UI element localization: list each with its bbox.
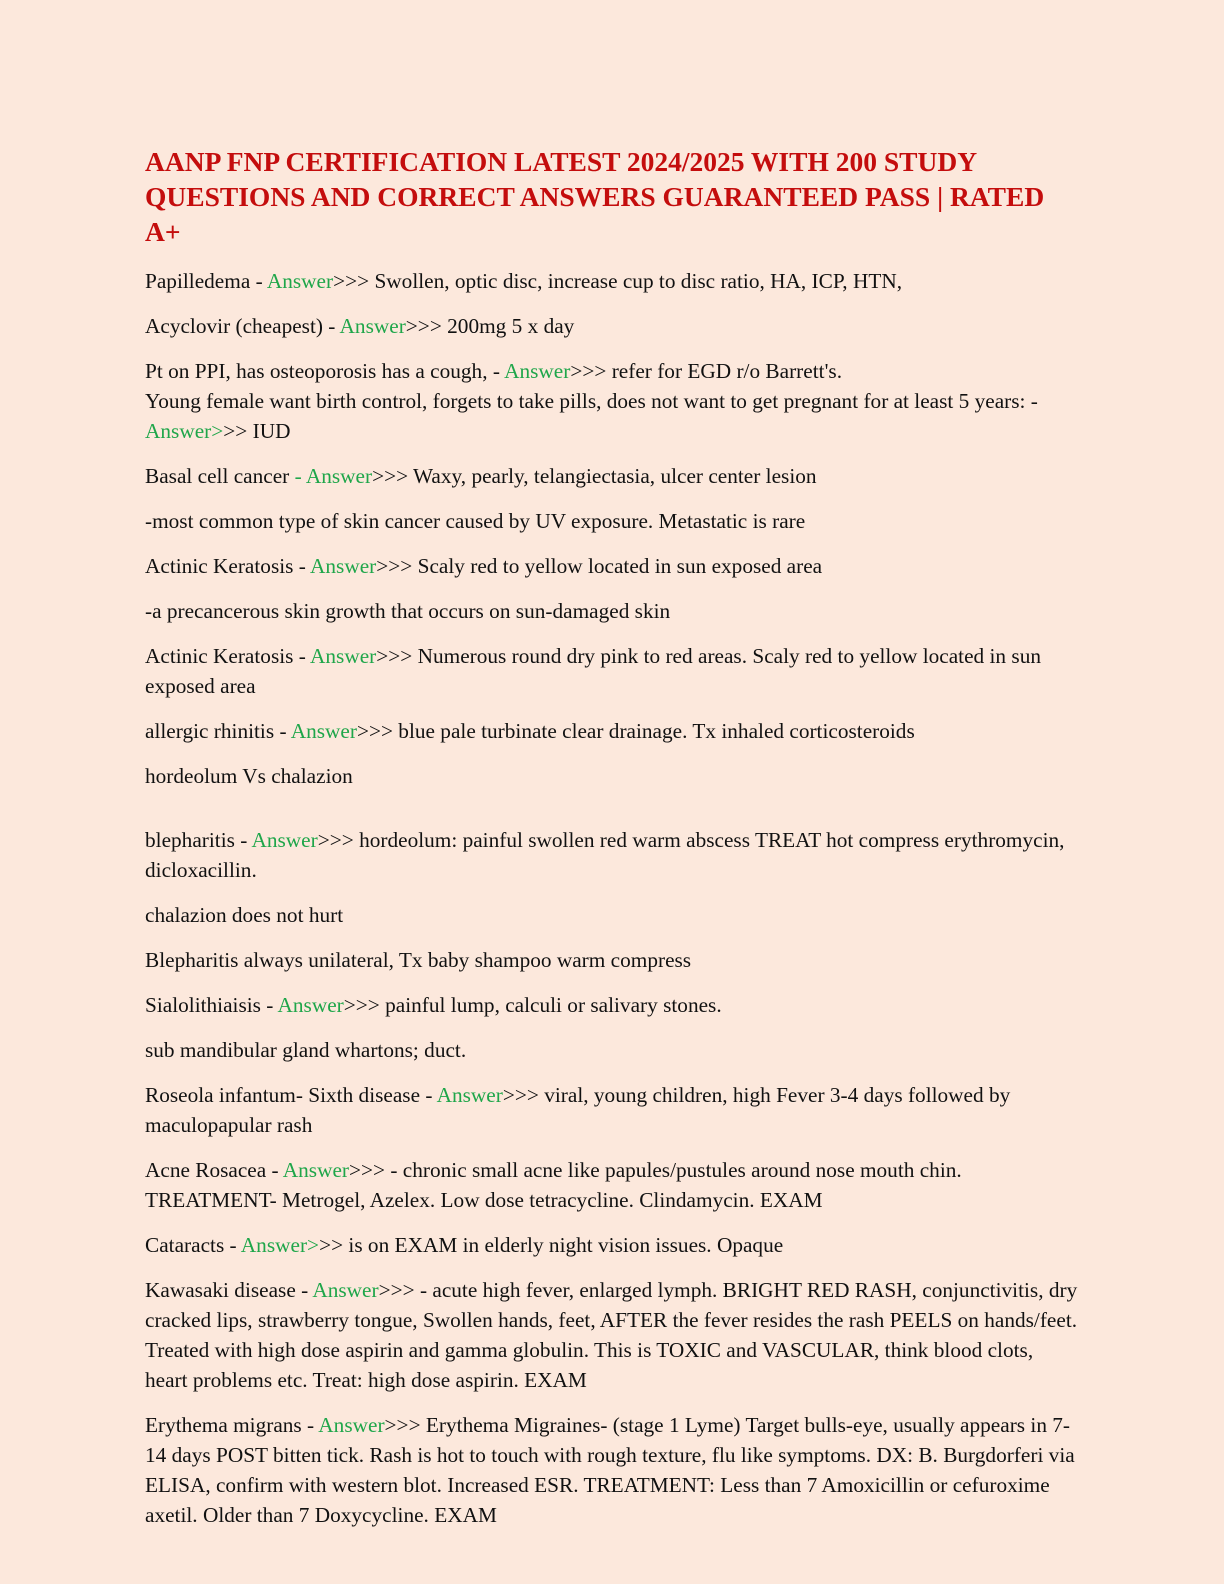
answer-text: >>> - acute high fever, enlarged lymph. BRIGHT RED RASH, conjunctivitis, dry cracked lips, strawberry tongue, Swollen hands, feet, AFTER the fever resides the rash PEELS on hands/feet. Treated with high dose aspirin and gamma globulin. This is TOXIC and VASCULAR, think blood clots, heart problems etc. Treat: high dose aspirin. EXAM bbox=[145, 1278, 1078, 1392]
qa-acne-rosacea bbox=[145, 1155, 1080, 1215]
qa-blepharitis bbox=[145, 825, 1080, 885]
answer-label: Answer> bbox=[145, 419, 224, 443]
question-text: Acne Rosacea - bbox=[145, 1158, 283, 1182]
question-text: Actinic Keratosis - bbox=[145, 554, 311, 578]
qa-cataracts bbox=[145, 1230, 1080, 1260]
question-text: Basal cell cancer bbox=[145, 464, 295, 488]
answer-label: Answer bbox=[251, 828, 318, 852]
question-text: Pt on PPI, has osteoporosis has a cough, - bbox=[145, 359, 505, 383]
qa-ppi bbox=[145, 356, 1080, 386]
answer-label: - Answer bbox=[294, 464, 373, 488]
answer-text: >>> viral, young children, high Fever 3-4 days followed by maculopapular rash bbox=[145, 1083, 1011, 1137]
answer-label: Answer bbox=[277, 993, 344, 1017]
note-hordeolum-vs-chalazion bbox=[145, 761, 1080, 791]
note-basal-cell bbox=[145, 506, 1080, 536]
document-page bbox=[145, 144, 1080, 1545]
qa-sialolithiasis bbox=[145, 990, 1080, 1020]
qa-basal-cell bbox=[145, 461, 1080, 491]
answer-label: Answer bbox=[290, 719, 357, 743]
answer-text: >>> Swollen, optic disc, increase cup to disc ratio, HA, ICP, HTN, bbox=[333, 269, 903, 293]
question-text: Actinic Keratosis - bbox=[145, 644, 311, 668]
question-text: Young female want birth control, forgets to take pills, does not want to get pregnant for at least 5 years: - bbox=[145, 389, 1038, 413]
qa-kawasaki bbox=[145, 1275, 1080, 1395]
answer-label: Answer bbox=[318, 1413, 385, 1437]
note-text: -most common type of skin cancer caused by UV exposure. Metastatic is rare bbox=[145, 509, 806, 533]
answer-text: >>> - chronic small acne like papules/pustules around nose mouth chin. TREATMENT- Metrogel, Azelex. Low dose tetracycline. Clindamycin. EXAM bbox=[145, 1158, 962, 1212]
qa-allergic-rhinitis bbox=[145, 716, 1080, 746]
note-text: sub mandibular gland whartons; duct. bbox=[145, 1038, 467, 1062]
note-text: Blepharitis always unilateral, Tx baby shampoo warm compress bbox=[145, 948, 692, 972]
note-text: -a precancerous skin growth that occurs on sun-damaged skin bbox=[145, 599, 671, 623]
question-text: blepharitis - bbox=[145, 828, 252, 852]
answer-text: >>> Erythema Migraines- (stage 1 Lyme) Target bulls-eye, usually appears in 7-14 days POST bitten tick. Rash is hot to touch with rough texture, flu like symptoms. DX: B. Burgdorferi via ELISA, confirm with western blot. Increased ESR. TREATMENT: Less than 7 Amoxicillin or cefuroxime axetil. Older than 7 Doxycycline. EXAM bbox=[145, 1413, 1075, 1527]
qa-actinic-keratosis-2 bbox=[145, 641, 1080, 701]
answer-label: Answer bbox=[266, 269, 334, 293]
question-text: Erythema migrans - bbox=[145, 1413, 319, 1437]
answer-label: Answer bbox=[339, 314, 406, 338]
question-text: Acyclovir (cheapest) - bbox=[145, 314, 340, 338]
question-text: Sialolithiaisis - bbox=[145, 993, 278, 1017]
answer-label: Answer bbox=[310, 644, 377, 668]
answer-text: >>> 200mg 5 x day bbox=[405, 314, 575, 338]
note-chalazion bbox=[145, 900, 1080, 930]
note-text: hordeolum Vs chalazion bbox=[145, 764, 353, 788]
answer-label: Answer bbox=[312, 1278, 379, 1302]
qa-roseola bbox=[145, 1080, 1080, 1140]
question-text: Cataracts - bbox=[145, 1233, 241, 1257]
document-title: AANP FNP CERTIFICATION LATEST 2024/2025 WITH 200 STUDY QUESTIONS AND CORRECT ANSWERS GUARANTEED PASS | RATED A+ bbox=[145, 146, 1045, 247]
question-text: Roseola infantum- Sixth disease - bbox=[145, 1083, 437, 1107]
answer-text: >> is on EXAM in elderly night vision issues. Opaque bbox=[319, 1233, 784, 1257]
qa-acyclovir bbox=[145, 311, 1080, 341]
question-text: allergic rhinitis - bbox=[145, 719, 291, 743]
question-text: Kawasaki disease - bbox=[145, 1278, 313, 1302]
answer-label: Answer bbox=[310, 554, 377, 578]
answer-text: >>> Numerous round dry pink to red areas. Scaly red to yellow located in sun exposed area bbox=[145, 644, 1041, 698]
answer-text: >>> Waxy, pearly, telangiectasia, ulcer center lesion bbox=[372, 464, 817, 488]
note-blepharitis bbox=[145, 945, 1080, 975]
answer-label: Answer bbox=[504, 359, 571, 383]
answer-label: Answer bbox=[436, 1083, 503, 1107]
answer-label: Answer bbox=[282, 1158, 350, 1182]
answer-text: >>> refer for EGD r/o Barrett's. bbox=[570, 359, 843, 383]
answer-text: >>> Scaly red to yellow located in sun exposed area bbox=[376, 554, 823, 578]
note-text: chalazion does not hurt bbox=[145, 903, 344, 927]
answer-label: Answer> bbox=[240, 1233, 320, 1257]
note-submandibular bbox=[145, 1035, 1080, 1065]
answer-text: >>> blue pale turbinate clear drainage. Tx inhaled corticosteroids bbox=[356, 719, 915, 743]
qa-erythema-migrans bbox=[145, 1410, 1080, 1530]
answer-text: >>> hordeolum: painful swollen red warm abscess TREAT hot compress erythromycin, dicloxacillin. bbox=[145, 828, 1065, 882]
question-text: Papilledema - bbox=[145, 269, 267, 293]
qa-birth-control bbox=[145, 386, 1080, 446]
answer-text: >> IUD bbox=[223, 419, 291, 443]
qa-actinic-keratosis-1 bbox=[145, 551, 1080, 581]
qa-papilledema bbox=[145, 266, 1080, 296]
note-actinic-keratosis bbox=[145, 596, 1080, 626]
answer-text: >>> painful lump, calculi or salivary stones. bbox=[343, 993, 722, 1017]
